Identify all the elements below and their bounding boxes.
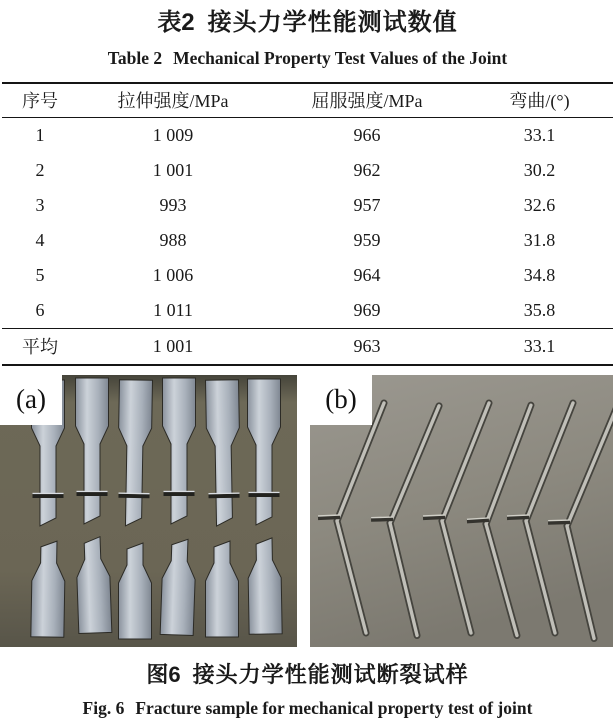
figure-caption-en [0, 698, 615, 719]
table-title-en [0, 48, 615, 69]
figure-number-zh: 图6 [146, 661, 181, 687]
table-row [2, 258, 613, 293]
table-cell: 1 011 [153, 299, 193, 320]
table-cell: 32.6 [523, 194, 556, 215]
mechanical-property-table [2, 82, 613, 366]
figure-caption-zh-text: 接头力学性能测试断裂试样 [192, 661, 469, 687]
table-cell: 963 [353, 335, 381, 356]
table-row-average [2, 328, 613, 365]
table-cell: 959 [353, 229, 381, 250]
table-body [2, 117, 613, 365]
figure-caption-en-text: Fracture sample for mechanical property test of joint [135, 697, 533, 718]
table-row [2, 117, 613, 153]
table-number-zh: 表2 [157, 9, 195, 36]
table-cell: 962 [353, 159, 381, 180]
table-cell: 969 [353, 299, 381, 320]
table-title-en-text: Mechanical Property Test Values of the Joint [173, 47, 508, 68]
table-cell: 964 [353, 264, 381, 285]
photo-label-b-text: (b) [325, 384, 357, 415]
table-number-en: Table 2 [107, 47, 163, 68]
table-cell: 1 001 [152, 335, 194, 356]
photo-tensile-fracture-specimens [0, 375, 297, 647]
table-cell: 957 [353, 194, 381, 215]
table-cell: 33.1 [523, 124, 556, 145]
header-serial: 序号 [22, 91, 58, 112]
table-cell: 2 [35, 159, 45, 180]
figure-panel [0, 375, 615, 647]
table-cell: 31.8 [523, 229, 556, 250]
photo-label-b [310, 375, 372, 425]
photo-bend-test-specimens [310, 375, 613, 647]
table-title-zh-text: 接头力学性能测试数值 [207, 9, 458, 36]
table-header-row [2, 83, 613, 118]
table-cell: 966 [353, 124, 381, 145]
header-bend-angle: 弯曲/(°) [509, 91, 570, 112]
photo-label-a-text: (a) [16, 384, 46, 415]
table-cell: 5 [35, 264, 45, 285]
table-cell: 993 [159, 194, 187, 215]
table-cell: 4 [35, 229, 45, 250]
table-cell: 1 001 [152, 159, 194, 180]
table-cell: 34.8 [523, 264, 556, 285]
table-cell: 6 [35, 299, 45, 320]
photo-label-a [0, 375, 62, 425]
table-row [2, 188, 613, 223]
table-cell: 1 [35, 124, 45, 145]
table-row [2, 293, 613, 329]
table-row [2, 223, 613, 258]
table-cell: 平均 [22, 337, 58, 358]
table-cell: 30.2 [523, 159, 556, 180]
table-cell: 33.1 [523, 335, 556, 356]
figure-caption-zh [0, 658, 615, 689]
table-cell: 35.8 [523, 299, 556, 320]
table-cell: 3 [35, 194, 45, 215]
figure-number-en: Fig. 6 [82, 697, 125, 718]
table-cell: 988 [159, 229, 187, 250]
table-cell: 1 009 [152, 124, 194, 145]
header-tensile-strength: 拉伸强度/MPa [117, 91, 229, 112]
table-row [2, 153, 613, 188]
header-yield-strength: 屈服强度/MPa [311, 91, 423, 112]
table-header [2, 83, 613, 118]
table-title-zh [0, 9, 615, 38]
table-cell: 1 006 [152, 264, 194, 285]
